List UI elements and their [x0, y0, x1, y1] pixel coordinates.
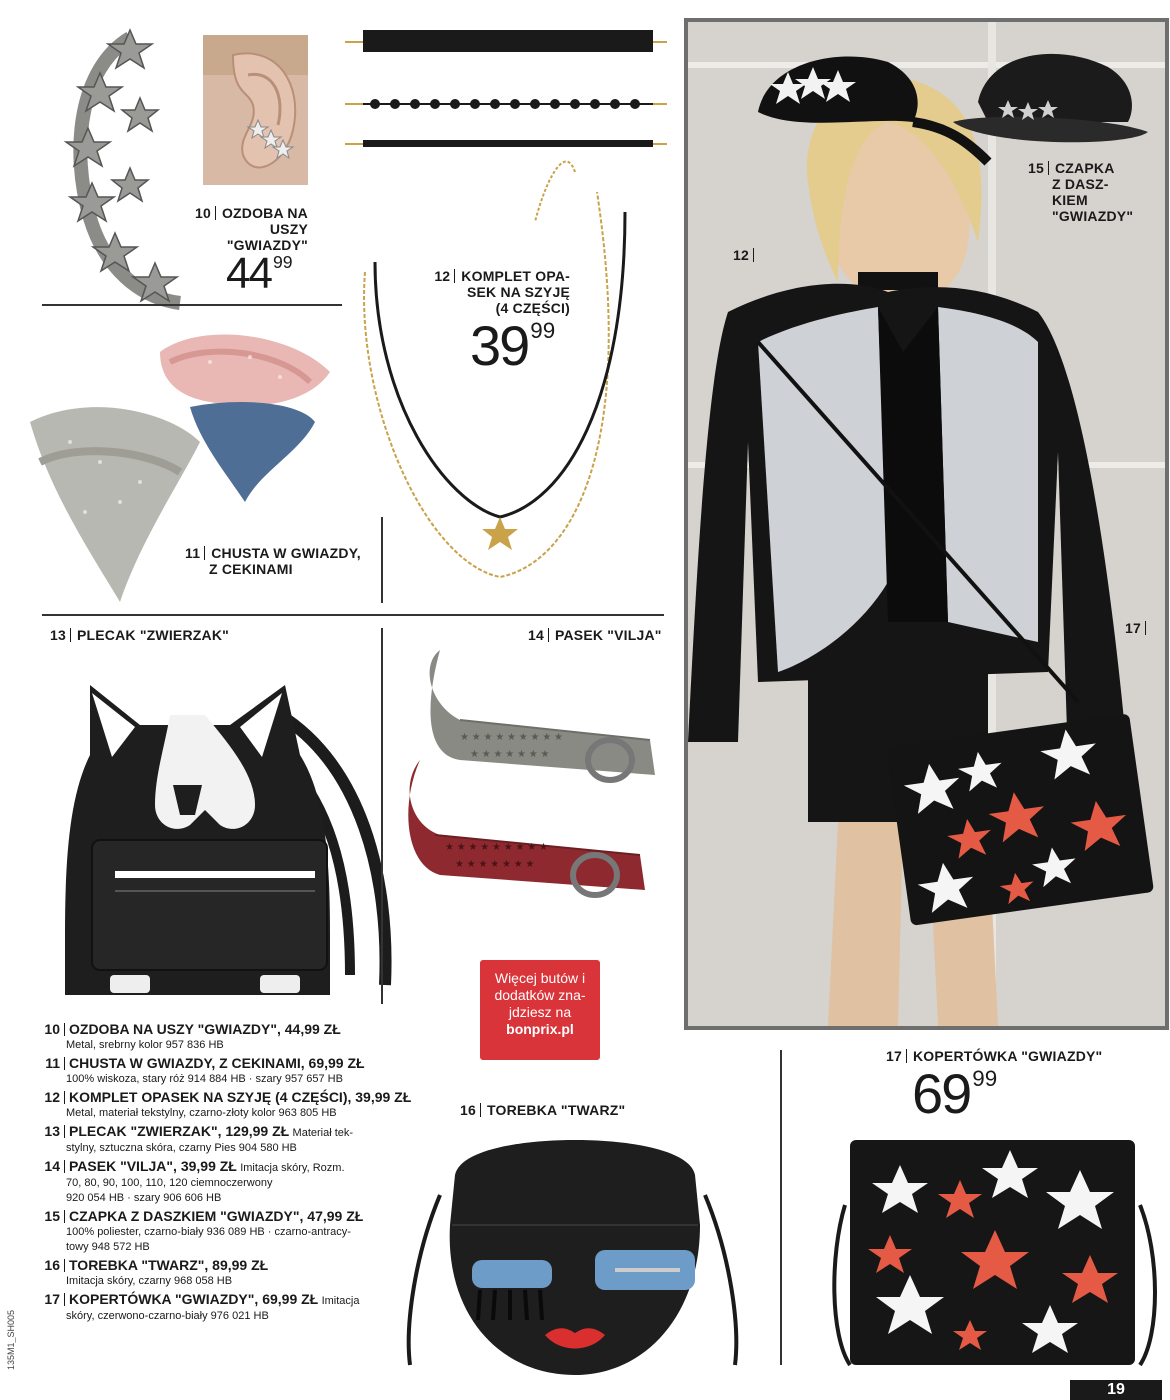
list-item-head-extra: Materiał tek- — [292, 1127, 354, 1139]
list-item-number: 10 — [44, 1021, 60, 1037]
list-item — [42, 1022, 432, 1053]
promo-line-1: Więcej butów i — [494, 970, 586, 986]
list-item-head: PASEK "VILJA", 39,99 ZŁ — [69, 1158, 237, 1174]
item-10-price-main: 44 — [226, 249, 271, 298]
item-15-label — [1028, 160, 1158, 224]
list-item-number: 12 — [44, 1089, 60, 1105]
list-item-number: 17 — [44, 1291, 60, 1307]
list-item — [42, 1159, 432, 1206]
list-item — [42, 1056, 432, 1087]
item-11-number: 11 — [185, 545, 201, 561]
list-item-head-extra: Imitacja skóry, Rozm. — [240, 1162, 345, 1174]
clutch-image — [820, 1135, 1165, 1375]
item-12-name-line-3: (4 CZĘŚCI) — [495, 300, 570, 316]
list-item — [42, 1124, 432, 1156]
list-item-desc: 920 054 HB · szary 906 606 HB — [66, 1192, 222, 1204]
list-item-desc: 100% poliester, czarno-biały 936 089 HB · czarno-antracy- — [66, 1226, 351, 1238]
side-code: 135M1_SH005 — [6, 1310, 16, 1371]
list-item-head-extra: Imitacja — [321, 1295, 360, 1307]
svg-text:★ ★ ★ ★ ★ ★ ★: ★ ★ ★ ★ ★ ★ ★ — [455, 859, 535, 870]
item-12-price-main: 39 — [470, 314, 529, 377]
item-17-price-cents: 99 — [972, 1066, 998, 1091]
list-item-head: PLECAK "ZWIERZAK", 129,99 ZŁ — [69, 1123, 290, 1139]
item-12-name-line-1: KOMPLET OPA- — [461, 268, 570, 284]
item-15-name-line-2: Z DASZ- — [1052, 176, 1109, 192]
item-12-price — [470, 314, 556, 377]
product-list — [42, 1022, 432, 1327]
belts-image — [400, 645, 665, 915]
item-10-name-line-2: USZY — [269, 221, 308, 237]
list-item-desc: Imitacja skóry, czarny 968 058 HB — [66, 1275, 233, 1287]
item-16-label — [460, 1102, 680, 1118]
item-11-name-line-1: CHUSTA W GWIAZDY, — [211, 545, 361, 561]
item-10-price-cents: 99 — [272, 252, 293, 272]
item-13-name: PLECAK "ZWIERZAK" — [76, 627, 229, 643]
ear-cuff-image — [60, 28, 200, 318]
list-item-desc: towy 948 572 HB — [66, 1241, 150, 1253]
item-16-number: 16 — [460, 1102, 476, 1118]
item-10-price — [226, 249, 293, 298]
list-item — [42, 1292, 432, 1324]
list-item-number: 15 — [44, 1208, 60, 1224]
list-item-head: OZDOBA NA USZY "GWIAZDY", 44,99 ZŁ — [69, 1021, 341, 1037]
item-15-number: 15 — [1028, 160, 1044, 176]
list-item-head: CHUSTA W GWIAZDY, Z CEKINAMI, 69,99 ZŁ — [69, 1055, 365, 1071]
list-item-number: 16 — [44, 1257, 60, 1273]
item-13-number: 13 — [50, 627, 66, 643]
item-16-name: TOREBKA "TWARZ" — [486, 1102, 626, 1118]
list-item — [42, 1090, 432, 1121]
item-12-label — [420, 268, 570, 316]
svg-text:★ ★ ★ ★ ★ ★ ★: ★ ★ ★ ★ ★ ★ ★ — [470, 749, 550, 760]
item-13-label — [50, 627, 350, 643]
item-17-price — [912, 1062, 998, 1125]
list-item — [42, 1209, 432, 1255]
item-10-label — [180, 205, 308, 253]
svg-text:★ ★ ★ ★ ★ ★ ★ ★ ★: ★ ★ ★ ★ ★ ★ ★ ★ ★ — [460, 732, 563, 743]
promo-line-3: jdziesz na — [508, 1004, 572, 1020]
item-14-name: PASEK "VILJA" — [554, 627, 662, 643]
list-item-head: TOREBKA "TWARZ", 89,99 ZŁ — [69, 1257, 269, 1273]
item-10-name-line-3: "GWIAZDY" — [226, 237, 308, 253]
item-15-name-line-1: CZAPKA — [1054, 160, 1115, 176]
item-12-photo-label — [720, 247, 760, 263]
item-10-name-line-1: OZDOBA NA — [221, 205, 308, 221]
list-item-number: 14 — [44, 1158, 60, 1174]
list-item-desc: 100% wiskoza, stary róż 914 884 HB · szary 957 657 HB — [66, 1073, 343, 1085]
item-14-label — [528, 627, 728, 643]
item-17-name: KOPERTÓWKA "GWIAZDY" — [912, 1048, 1103, 1064]
item-15-name-line-4: "GWIAZDY" — [1052, 208, 1134, 224]
divider-clutch-vertical — [780, 1050, 782, 1365]
face-bag-image — [400, 1135, 745, 1380]
item-15-name-line-3: KIEM — [1052, 192, 1088, 208]
list-item-desc: skóry, czerwono-czarno-biały 976 021 HB — [66, 1310, 269, 1322]
promo-box[interactable] — [480, 960, 600, 1060]
page-number: 19 — [1070, 1380, 1162, 1400]
backpack-image — [30, 675, 400, 1010]
list-item-head: KOMPLET OPASEK NA SZYJĘ (4 CZĘŚCI), 39,99 ZŁ — [69, 1089, 412, 1105]
promo-site-link[interactable]: bonprix.pl — [506, 1021, 574, 1037]
item-14-number: 14 — [528, 627, 544, 643]
list-item-number: 11 — [45, 1055, 60, 1071]
item-11-name-line-2: Z CEKINAMI — [209, 561, 293, 577]
item-12-name-line-2: SEK NA SZYJĘ — [466, 284, 570, 300]
divider-middle — [42, 614, 664, 616]
list-item-desc: Metal, srebrny kolor 957 836 HB — [66, 1039, 224, 1051]
promo-line-2: dodatków zna- — [494, 987, 586, 1003]
item-17-photo-number: 17 — [1125, 620, 1141, 636]
item-17-photo-label — [1125, 620, 1165, 636]
item-12-photo-number: 12 — [733, 247, 749, 263]
item-12-number: 12 — [434, 268, 451, 284]
list-item-desc: Metal, materiał tekstylny, czarno-złoty kolor 963 805 HB — [66, 1107, 337, 1119]
divider-backpack-vertical — [381, 628, 383, 1004]
list-item-desc: 70, 80, 90, 100, 110, 120 ciemnoczerwony — [66, 1177, 273, 1189]
list-item-head: CZAPKA Z DASZKIEM "GWIAZDY", 47,99 ZŁ — [69, 1208, 364, 1224]
item-17-number: 17 — [886, 1048, 902, 1064]
divider-top-left — [42, 304, 342, 306]
item-10-number: 10 — [194, 205, 211, 221]
list-item-head: KOPERTÓWKA "GWIAZDY", 69,99 ZŁ — [69, 1291, 319, 1307]
svg-text:★ ★ ★ ★ ★ ★ ★ ★ ★: ★ ★ ★ ★ ★ ★ ★ ★ ★ — [445, 842, 548, 853]
ear-model-photo — [203, 35, 308, 185]
list-item-desc: stylny, sztuczna skóra, czarny Pies 904 580 HB — [66, 1142, 297, 1154]
item-17-price-main: 69 — [912, 1062, 971, 1125]
list-item-number: 13 — [44, 1123, 60, 1139]
item-12-price-cents: 99 — [530, 318, 556, 343]
list-item — [42, 1258, 432, 1289]
